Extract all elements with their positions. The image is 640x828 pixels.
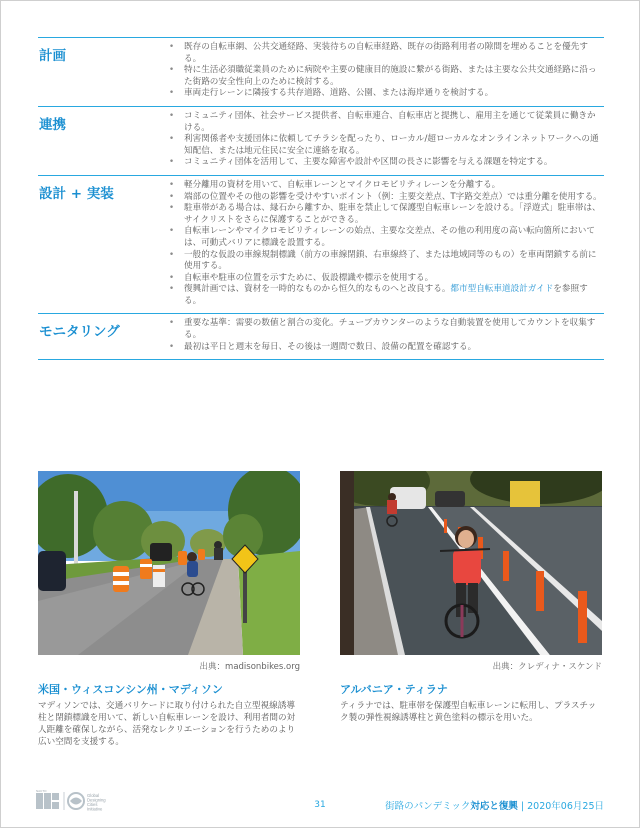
- bullet-list: [38, 180, 604, 308]
- list-item: • 車両走行レーンに隣接する共存道路、道路、公園、または海岸通りを検討する。: [182, 88, 604, 100]
- bullet-list: [38, 318, 604, 353]
- gdci-text-2: Designing: [87, 797, 106, 803]
- bullet-text: 復興計画では、資材を一時的なものから恒久的なものへと改良する。: [184, 284, 451, 295]
- gdci-text-1: Global: [87, 793, 100, 798]
- list-item: • 利害関係者や支援団体に依頼してチラシを配ったり、ローカル/超ローカルなオンラインネットワークへの通知配信、または地元住民に安全に連絡を取る。: [182, 134, 604, 157]
- photo-credit: 出典：madisonbikes.org: [199, 662, 300, 672]
- list-item: • 既存の自転車網、公共交通経路、実装待ちの自転車経路、既存の街路利用者の隙間を埋めることを優先する。: [182, 42, 604, 65]
- list-item: • 最初は平日と週末を毎日、その後は一週間で数日、設備の配置を確認する。: [182, 342, 604, 354]
- case-title: アルバニア・ティラナ: [340, 683, 448, 696]
- footer-title-prefix: 街路のパンデミック: [385, 801, 471, 812]
- gdci-text-4: Initiative: [87, 806, 103, 812]
- section-planning: [38, 37, 604, 106]
- section-title: 連携: [39, 116, 66, 133]
- page-number: 31: [314, 800, 326, 810]
- case-description: マディソンでは、交通バリケードに取り付けられた自立型視線誘導柱と閉鎖標識を用いて、新しい自転車レーンを設け、利用者間の対人距離を確保しながら、活発なレクリエーションを行うためのより広い空間を支援する。: [38, 701, 296, 747]
- list-item: • 端部の位置やその他の影響を受けやすいポイント（例：主要交差点、T字路交差点）では重分離を使用する。: [182, 192, 604, 204]
- footer-title-bold: 対応と復興: [470, 801, 518, 812]
- gdci-text-3: Cities: [87, 802, 98, 807]
- list-item: • コミュニティ団体を活用して、主要な障害や設計や区間の長さに影響を与える課題を特定する。: [182, 157, 604, 169]
- list-item: • 自転車や駐車の位置を示すために、仮設標識や標示を使用する。: [182, 273, 604, 285]
- section-title: モニタリング: [39, 324, 120, 341]
- bullet-list: [38, 42, 604, 100]
- design-guide-link[interactable]: 都市型自転車道設計ガイド: [450, 284, 554, 295]
- section-coordination: [38, 106, 604, 175]
- madison-photo: [38, 471, 300, 655]
- list-item: • 自転車レーンやマイクロモビリティレーンの始点、主要な交差点、その他の利用度の高い転向箇所においては、可動式バリアに標識を設置する。: [182, 226, 604, 249]
- section-monitoring: [38, 313, 604, 360]
- section-title: 計画: [39, 48, 66, 64]
- photo-credit: 出典：クレディナ・スケンド: [492, 662, 602, 672]
- tirana-photo: [340, 471, 602, 655]
- list-item: • 特に生活必須職従業員のために病院や主要の健康目的施設に繋がる街路、または主要な公共交通経路に沿った街路の安全性向上のために検討する。: [182, 65, 604, 88]
- list-item: [182, 284, 604, 307]
- bullet-list: [38, 111, 604, 169]
- bullet-text: を参照する。: [184, 284, 588, 306]
- section-design-implementation: [38, 175, 604, 314]
- case-description: ティラナでは、駐車帯を保護型自転車レーンに転用し、プラスチック製の弾性視線誘導柱と黄色塗料の標示を用いた。: [340, 701, 597, 723]
- list-item: • 重要な基準：需要の数値と割合の変化。チューブカウンターのような自動装置を使用してカウントを収集する。: [182, 318, 604, 341]
- case-title: 米国・ウィスコンシン州・マディソン: [38, 683, 223, 696]
- list-item: • 駐車帯がある場合は、縁石から離すか、駐車を禁止して保護型自転車レーンを設ける。「浮遊式」駐車帯は、サイクリストをさらに保護することができる。: [182, 203, 604, 226]
- nacto-text: NACTO: [36, 790, 47, 793]
- footer-title: [385, 798, 604, 812]
- section-title: 設計 + 実装: [39, 185, 114, 202]
- list-item: • 軽分離用の資材を用いて、自転車レーンとマイクロモビリティレーンを分離する。: [182, 180, 604, 192]
- list-item: • 一般的な仮設の車線規制標識（前方の車線閉鎖、右車線終了、または地域同等のもの）を車両閉鎖する前に使用する。: [182, 250, 604, 273]
- guidance-table: [38, 37, 604, 360]
- list-item: • コミュニティ団体、社会サービス提供者、自転車連合、自転車店と提携し、雇用主を通じて従業員に働きかける。: [182, 111, 604, 134]
- footer-date: | 2020年06月25日: [517, 801, 604, 812]
